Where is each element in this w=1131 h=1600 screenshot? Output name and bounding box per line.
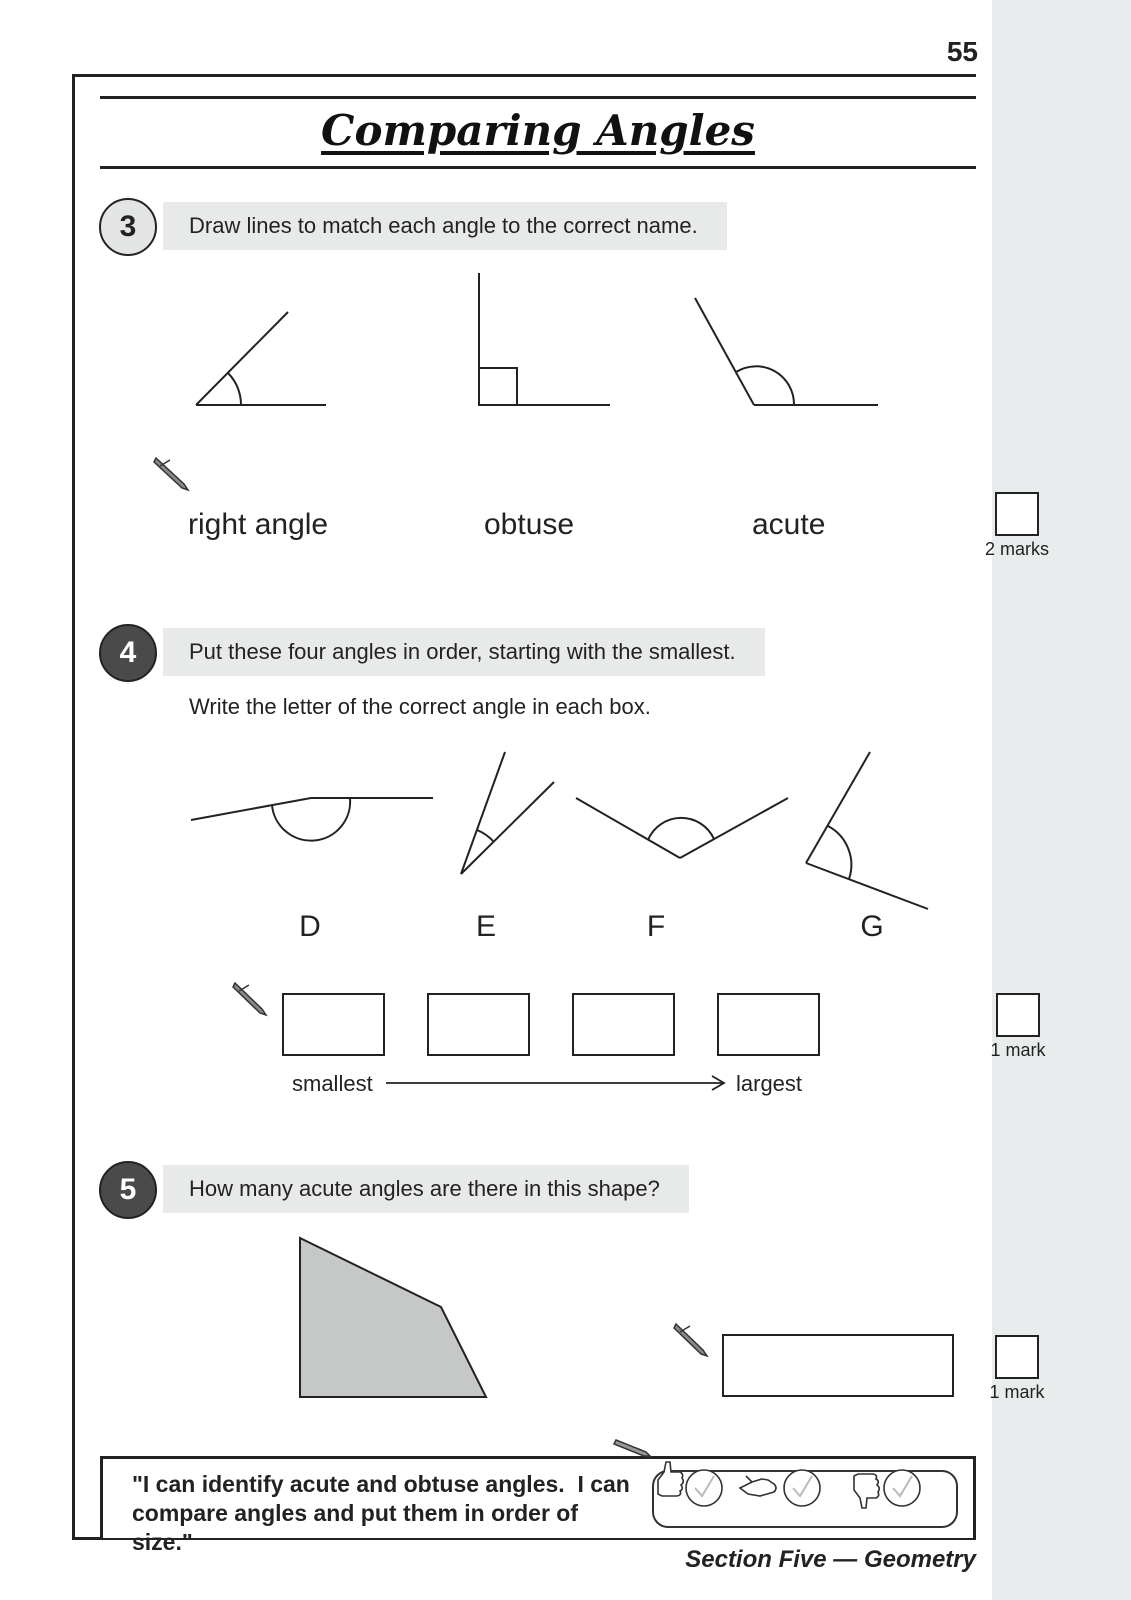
- thumbs-down-icon[interactable]: [854, 1474, 879, 1508]
- order-start-label: smallest: [292, 1071, 373, 1096]
- mark-label-q3: 2 marks: [984, 539, 1049, 559]
- angle-label-d: D: [299, 910, 321, 943]
- angle-e-diagram: [461, 752, 554, 874]
- pencil-icon: [614, 1440, 650, 1456]
- learning-statement-line-1: "I can identify acute and obtuse angles. I can: [132, 1471, 630, 1497]
- order-arrow: [386, 1076, 724, 1090]
- question-5-instruction: How many acute angles are there in this shape?: [163, 1165, 689, 1213]
- question-3-instruction: Draw lines to match each angle to the correct name.: [163, 202, 727, 250]
- mark-box-q3[interactable]: [995, 492, 1039, 536]
- page-number: 55: [946, 36, 978, 67]
- tick-circle-1[interactable]: [686, 1470, 722, 1506]
- learning-statement: [132, 1470, 632, 1557]
- angle-label-e: E: [475, 910, 496, 943]
- angle-d-diagram: [191, 798, 433, 841]
- angle-label-g: G: [860, 910, 884, 943]
- order-box-2[interactable]: [427, 993, 530, 1056]
- angle-f-diagram: [576, 798, 788, 858]
- pencil-icon: [674, 1324, 707, 1356]
- angle-right-diagram: [479, 273, 610, 405]
- order-box-3[interactable]: [572, 993, 675, 1056]
- self-assessment-icons: [610, 1432, 970, 1532]
- angle-g-diagram: [806, 752, 928, 909]
- thumbs-sideways-icon[interactable]: [740, 1476, 776, 1496]
- question-number-3: 3: [99, 198, 157, 256]
- tick-circle-2[interactable]: [784, 1470, 820, 1506]
- quadrilateral-shape: [300, 1238, 486, 1397]
- mark-label-q5: 1 mark: [989, 1382, 1045, 1402]
- question-number-4: 4: [99, 624, 157, 682]
- mark-box-q4[interactable]: [996, 993, 1040, 1037]
- angle-label-f: F: [646, 910, 666, 943]
- angle-obtuse-diagram: [695, 298, 878, 405]
- question-4-instruction: Put these four angles in order, starting with the smallest.: [163, 628, 765, 676]
- mark-label-q4: 1 mark: [990, 1040, 1046, 1060]
- thumbs-up-icon[interactable]: [658, 1462, 683, 1496]
- order-end-label: largest: [736, 1071, 803, 1096]
- name-obtuse: obtuse: [484, 508, 575, 541]
- name-acute: acute: [752, 508, 826, 541]
- pencil-icon: [233, 983, 266, 1015]
- order-box-4[interactable]: [717, 993, 820, 1056]
- name-right-angle: right angle: [188, 508, 329, 541]
- order-box-1[interactable]: [282, 993, 385, 1056]
- mark-box-q5[interactable]: [995, 1335, 1039, 1379]
- acute-count-answer-box[interactable]: [722, 1334, 954, 1397]
- learning-statement-line-2: compare angles and put them in order of size.": [132, 1500, 579, 1555]
- question-4-sub-instruction: Write the letter of the correct angle in each box.: [189, 694, 651, 719]
- angle-acute-diagram: [196, 312, 326, 405]
- page-title: Comparing Angles: [321, 106, 755, 155]
- tick-circle-3[interactable]: [884, 1470, 920, 1506]
- section-footer: Section Five — Geometry: [685, 1546, 976, 1573]
- pencil-icon: [154, 458, 188, 490]
- question-number-5: 5: [99, 1161, 157, 1219]
